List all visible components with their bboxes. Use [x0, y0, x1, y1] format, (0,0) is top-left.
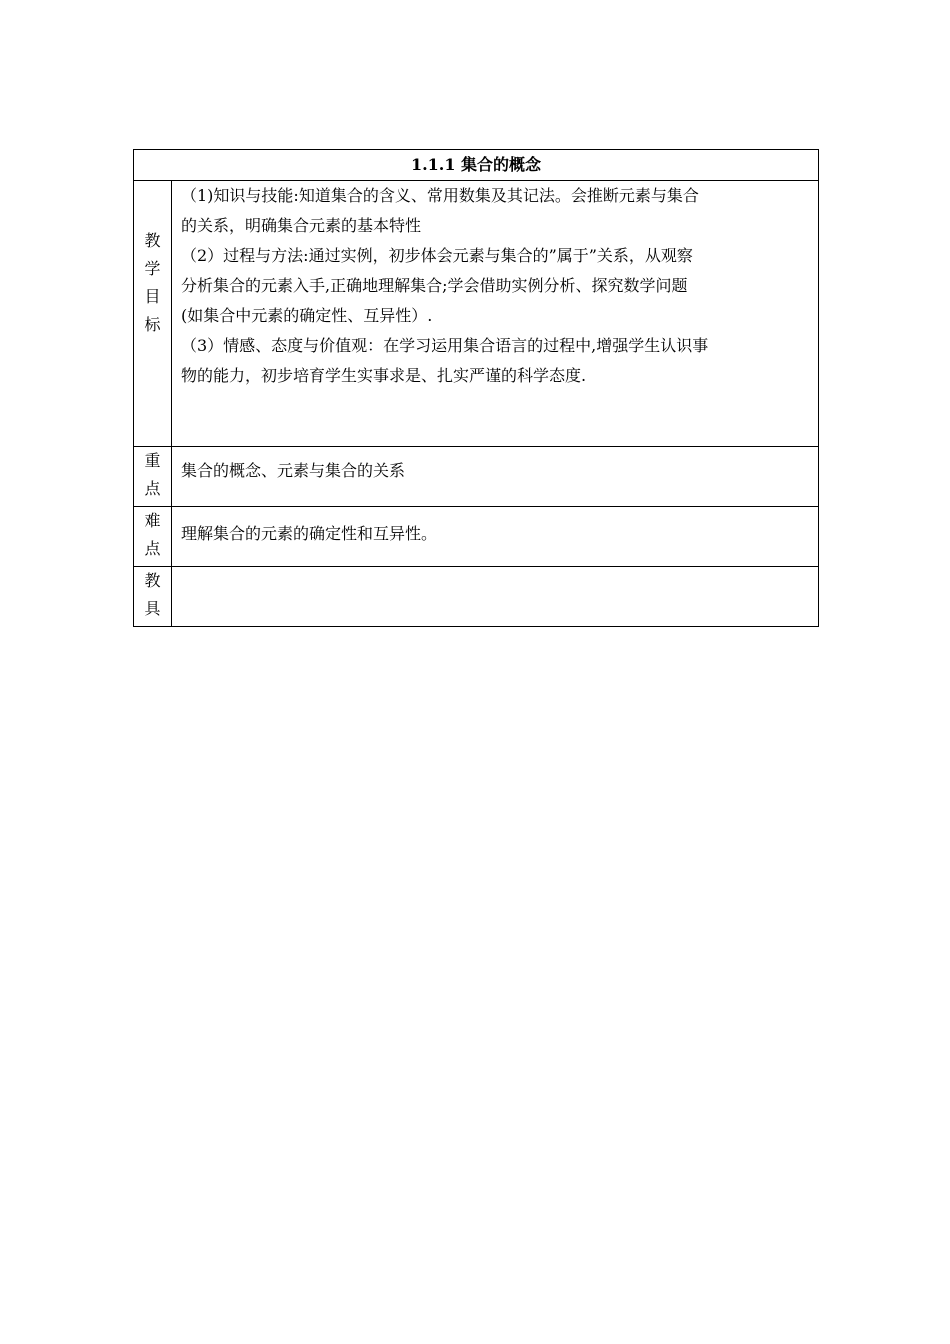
- goal-line: （2）过程与方法:通过实例，初步体会元素与集合的”属于”关系，从观察: [181, 246, 693, 265]
- key-points-row: [134, 447, 819, 507]
- goal-line: （1)知识与技能:知道集合的含义、常用数集及其记法。会推断元素与集合: [181, 186, 699, 205]
- label-char: 教: [144, 571, 161, 590]
- label-char: 难: [144, 511, 161, 530]
- goal-line: （3）情感、态度与价值观：在学习运用集合语言的过程中,增强学生认识事: [181, 336, 709, 355]
- teaching-goals-row: [134, 181, 819, 447]
- goal-line: 物的能力，初步培育学生实事求是、扎实严谨的科学态度.: [181, 366, 587, 385]
- teaching-tools-text: [181, 567, 812, 576]
- difficulties-text: 理解集合的元素的确定性和互异性。: [181, 524, 438, 543]
- key-points-content: [172, 447, 819, 507]
- difficulties-content: [172, 507, 819, 567]
- goal-line: (如集合中元素的确定性、互异性）.: [181, 306, 433, 325]
- key-points-text: 集合的概念、元素与集合的关系: [181, 461, 406, 480]
- goal-line: 分析集合的元素入手,正确地理解集合;学会借助实例分析、探究数学问题: [181, 276, 688, 295]
- key-points-label: [134, 447, 172, 507]
- label-char: 点: [144, 539, 161, 558]
- difficulties-row: [134, 507, 819, 567]
- teaching-tools-content: [172, 567, 819, 627]
- label-char: 标: [144, 315, 161, 334]
- teaching-goals-content: [172, 181, 819, 447]
- lesson-title: 1.1.1 集合的概念: [134, 150, 819, 181]
- label-char: 点: [144, 479, 161, 498]
- title-row: [134, 150, 819, 181]
- label-char: 目: [144, 287, 161, 306]
- difficulties-label: [134, 507, 172, 567]
- teaching-tools-row: [134, 567, 819, 627]
- teaching-tools-label: [134, 567, 172, 627]
- label-char: 具: [144, 599, 161, 618]
- lesson-plan-table: [133, 149, 819, 627]
- goal-line: 的关系，明确集合元素的基本特性: [181, 216, 422, 235]
- label-char: 学: [144, 259, 161, 278]
- label-char: 教: [144, 231, 161, 250]
- label-char: 重: [144, 451, 161, 470]
- teaching-goals-label: [134, 181, 172, 447]
